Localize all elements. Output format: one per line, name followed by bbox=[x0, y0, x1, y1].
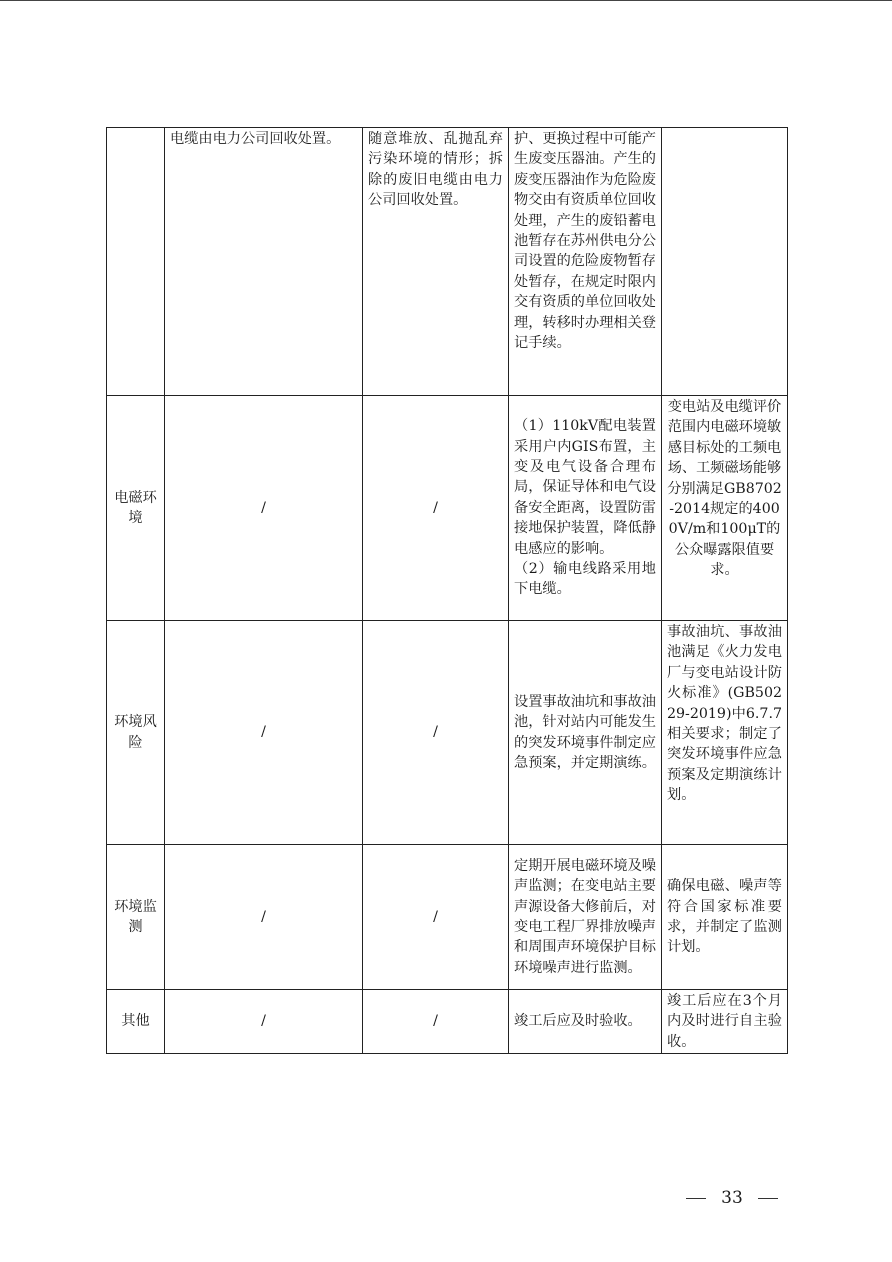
operation-measure-cell bbox=[509, 845, 662, 990]
operation-measure-text: 设置事故油坑和事故油池，针对站内可能发生的突发环境事件制定应急预案，并定期演练。 bbox=[514, 693, 656, 771]
construction-measure-cell: / bbox=[165, 845, 363, 990]
operation-measure-text: 护、更换过程中可能产生废变压器油。产生的废变压器油作为危险废物交由有资质单位回收处理，产生的废铅蓄电池暂存在苏州供电分公司设置的危险废物暂存处暂存，在规定时限内交有资质的单位回收处理，转移时办理相关登记手续。 bbox=[514, 131, 656, 352]
table-row-other bbox=[107, 990, 788, 1054]
table-row-environmental-risk bbox=[107, 621, 788, 845]
construction-requirement-cell: 随意堆放、乱抛乱弃污染环境的情形；拆除的废旧电缆由电力公司回收处置。 bbox=[363, 128, 509, 396]
category-cell: 环境监测 bbox=[107, 845, 165, 990]
category-cell: 电磁环境 bbox=[107, 396, 165, 621]
operation-requirement-cell: 事故油坑、事故油池满足《火力发电厂与变电站设计防火标准》(GB50229-2019)中6.7.7相关要求；制定了突发环境事件应急预案及定期演练计划。 bbox=[662, 621, 788, 845]
operation-requirement-cell: 变电站及电缆评价范围内电磁环境敏感目标处的工频电场、工频磁场能够分别满足GB8702-2014规定的4000V/m和100μT的公众曝露限值要求。 bbox=[662, 396, 788, 621]
category-cell: 环境风险 bbox=[107, 621, 165, 845]
top-border-line bbox=[0, 0, 892, 1]
table-row-environmental-monitoring bbox=[107, 845, 788, 990]
operation-measure-cell bbox=[509, 621, 662, 845]
operation-measure-item-1: （1）110kV配电装置采用户内GIS布置，主变及电气设备合理布局，保证导体和电气设备安全距离，设置防雷接地保护装置，降低静电感应的影响。 bbox=[514, 418, 656, 557]
operation-requirement-cell bbox=[662, 128, 788, 396]
category-cell: 其他 bbox=[107, 990, 165, 1054]
construction-requirement-cell: / bbox=[363, 396, 509, 621]
operation-requirement-cell: 竣工后应在3个月内及时进行自主验收。 bbox=[662, 990, 788, 1054]
operation-measure-cell bbox=[509, 990, 662, 1054]
operation-measure-cell bbox=[509, 396, 662, 621]
operation-measure-text: 竣工后应及时验收。 bbox=[514, 1013, 642, 1030]
operation-measure-item-2: （2）输电线路采用地下电缆。 bbox=[514, 561, 656, 598]
construction-requirement-cell: / bbox=[363, 621, 509, 845]
category-cell bbox=[107, 128, 165, 396]
operation-measure-cell bbox=[509, 128, 662, 396]
table-row-electromagnetic bbox=[107, 396, 788, 621]
construction-measure-cell: 电缆由电力公司回收处置。 bbox=[165, 128, 363, 396]
operation-requirement-cell: 确保电磁、噪声等符合国家标准要求，并制定了监测计划。 bbox=[662, 845, 788, 990]
right-dash bbox=[758, 1198, 778, 1199]
page-footer bbox=[686, 1186, 778, 1210]
construction-requirement-cell: / bbox=[363, 990, 509, 1054]
operation-measure-text: 定期开展电磁环境及噪声监测；在变电站主要声源设备大修前后，对变电工程厂界排放噪声和周围声环境保护目标环境噪声进行监测。 bbox=[514, 857, 656, 976]
page-number: 33 bbox=[721, 1188, 743, 1208]
construction-measure-cell: / bbox=[165, 621, 363, 845]
construction-requirement-cell: / bbox=[363, 845, 509, 990]
construction-measure-cell: / bbox=[165, 990, 363, 1054]
table-row-solid-waste-continued bbox=[107, 128, 788, 396]
construction-measure-cell: / bbox=[165, 396, 363, 621]
left-dash bbox=[686, 1198, 706, 1199]
environmental-measures-table bbox=[106, 127, 788, 1054]
